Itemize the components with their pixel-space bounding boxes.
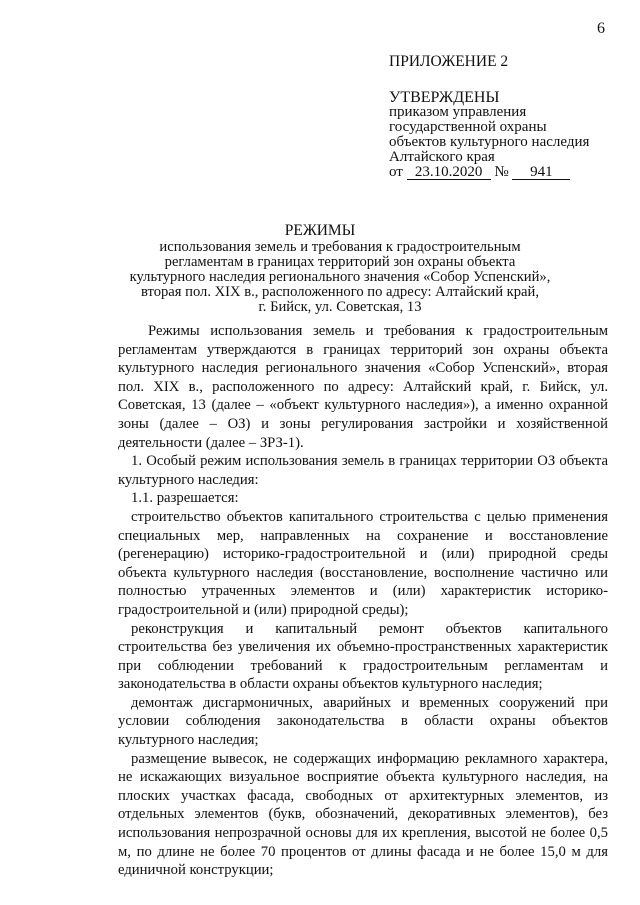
list-item: демонтаж дисгармоничных, аварийных и временных сооружений при условии соблюдения законодательства в области охраны объектов культурного наследия; (118, 694, 608, 749)
approval-block (389, 90, 589, 180)
document-title: РЕЖИМЫ (284, 222, 356, 239)
approval-line: Алтайского края (389, 149, 495, 165)
document-subtitle (100, 240, 580, 315)
from-label: от (389, 164, 403, 180)
intro-paragraph: Режимы использования земель и требования к градостроительным регламентам утверждаются в границах территорий зон охраны объекта культурного наследия регионального значения «Собор Успенский», вторая пол. XIX в., расположенного по адресу: Алтайский край, г. Бийск, ул. Советская, 13 (далее – «объект культурного наследия»), а именно охранной зоны (далее – ОЗ) и зоны регулирования застройки и хозяйственной деятельности (далее – ЗРЗ-1). (118, 323, 608, 451)
page-number: 6 (597, 20, 605, 37)
approval-date: 23.10.2020 (407, 165, 491, 180)
list-item: реконструкция и капитальный ремонт объектов капитального строительства без увеличения их объемно-пространственных характеристик при соблюдении требований к градостроительным регламентам и законодательства в области охраны объектов культурного наследия; (118, 620, 608, 693)
approval-line: объектов культурного наследия (389, 134, 590, 150)
approval-line: приказом управления (389, 104, 527, 120)
subtitle-line: культурного наследия регионального значения «Собор Успенский», (129, 269, 551, 285)
approval-heading: УТВЕРЖДЕНЫ (389, 89, 500, 106)
approval-date-line (389, 165, 589, 180)
section-heading: 1. Особый режим использования земель в границах территории ОЗ объекта культурного наследия: (118, 453, 608, 488)
approval-line: государственной охраны (389, 119, 547, 135)
approval-number: 941 (512, 165, 570, 180)
appendix-label: ПРИЛОЖЕНИЕ 2 (389, 53, 509, 70)
number-sign: № (494, 164, 509, 180)
subsection-heading: 1.1. разрешается: (131, 490, 239, 507)
subtitle-line: использования земель и требования к градостроительным (159, 239, 521, 255)
subtitle-line: г. Бийск, ул. Советская, 13 (258, 299, 422, 315)
subtitle-line: вторая пол. XIX в., расположенного по адресу: Алтайский край, (140, 284, 539, 300)
document-body (118, 322, 608, 880)
list-item: строительство объектов капитального строительства с целью применения специальных мер, направленных на сохранение и восстановление (регенерацию) историко-градостроительной и (или) природной среды объекта культурного наследия (восстановление, восполнение частично или полностью утраченных элементов и (или) характеристик историко-градостроительной и (или) природной среды); (118, 508, 608, 618)
list-item: размещение вывесок, не содержащих информацию рекламного характера, не искажающих визуальное восприятие объекта культурного наследия, на плоских участках фасада, свободных от архитектурных элементов, из отдельных элементов (букв, обозначений, декоративных элементов), без использования непрозрачной основы для их крепления, высотой не более 0,5 м, по длине не более 70 процентов от длины фасада и не более 15,0 м для единичной конструкции; (118, 750, 608, 879)
subtitle-line: регламентам в границах территорий зон охраны объекта (164, 254, 516, 270)
